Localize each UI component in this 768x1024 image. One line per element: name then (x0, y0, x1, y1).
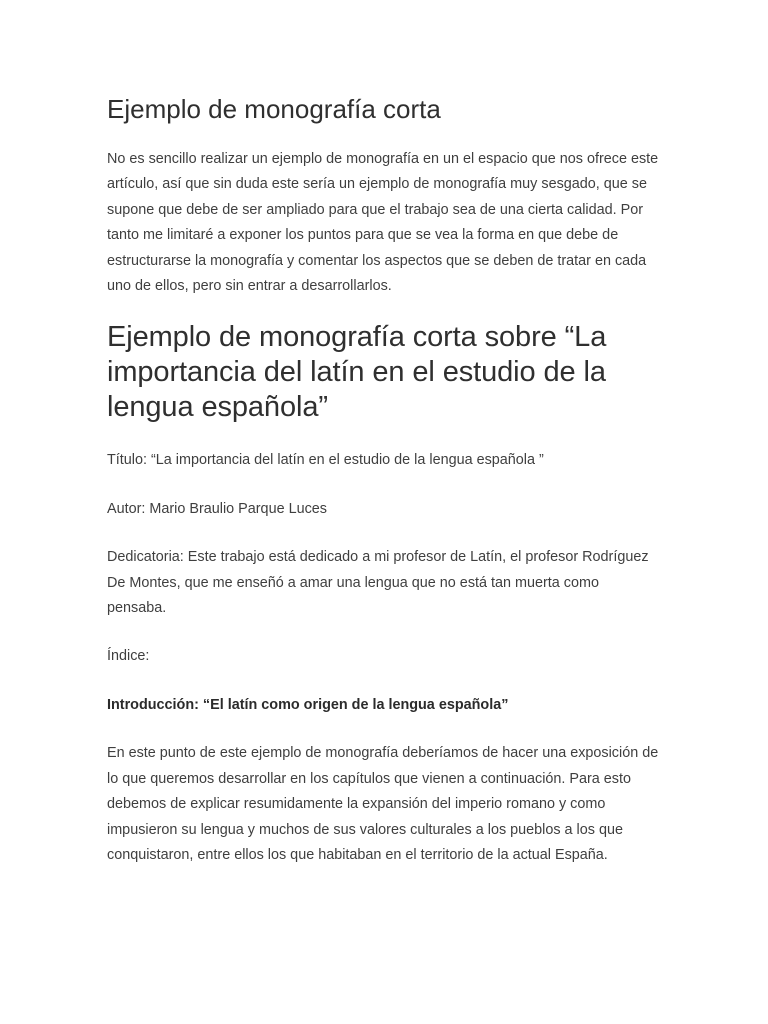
intro-paragraph: No es sencillo realizar un ejemplo de monografía en un el espacio que nos ofrece este artículo, así que sin duda este sería un ejemplo de monografía muy sesgado, que se supone que debe de ser ampliado para que el trabajo sea de una cierta calidad. Por tanto me limitaré a exponer los puntos para que se vea la forma en que debe de estructurarse la monografía y comentar los aspectos que se deben de tratar en cada uno de ellos, pero sin entrar a desarrollarlos. (107, 151, 659, 295)
indice-label: Índice: (107, 648, 150, 665)
titulo-line: Título: “La importancia del latín en el estudio de la lengua española ” (107, 452, 544, 469)
dedicatoria-paragraph: Dedicatoria: Este trabajo está dedicado a mi profesor de Latín, el profesor Rodríguez De Montes, que me enseñó a amar una lengua que no está tan muerta como pensaba. (107, 549, 649, 617)
introduccion-paragraph: En este punto de este ejemplo de monografía deberíamos de hacer una exposición de lo que queremos desarrollar en los capítulos que vienen a continuación. Para esto debemos de explicar resumidamente la expansión del imperio romano y como impusieron su lengua y muchos de sus valores culturales a los pueblos a los que conquistaron, entre ellos los que habitaban en el territorio de la actual España. (107, 745, 659, 863)
section-heading: Ejemplo de monografía corta sobre “La importancia del latín en el estudio de la lengua española” (107, 321, 607, 424)
introduccion-heading: Introducción: “El latín como origen de la lengua española” (107, 696, 509, 713)
autor-line: Autor: Mario Braulio Parque Luces (107, 500, 327, 517)
page-title: Ejemplo de monografía corta (107, 94, 441, 124)
article (107, 92, 662, 868)
